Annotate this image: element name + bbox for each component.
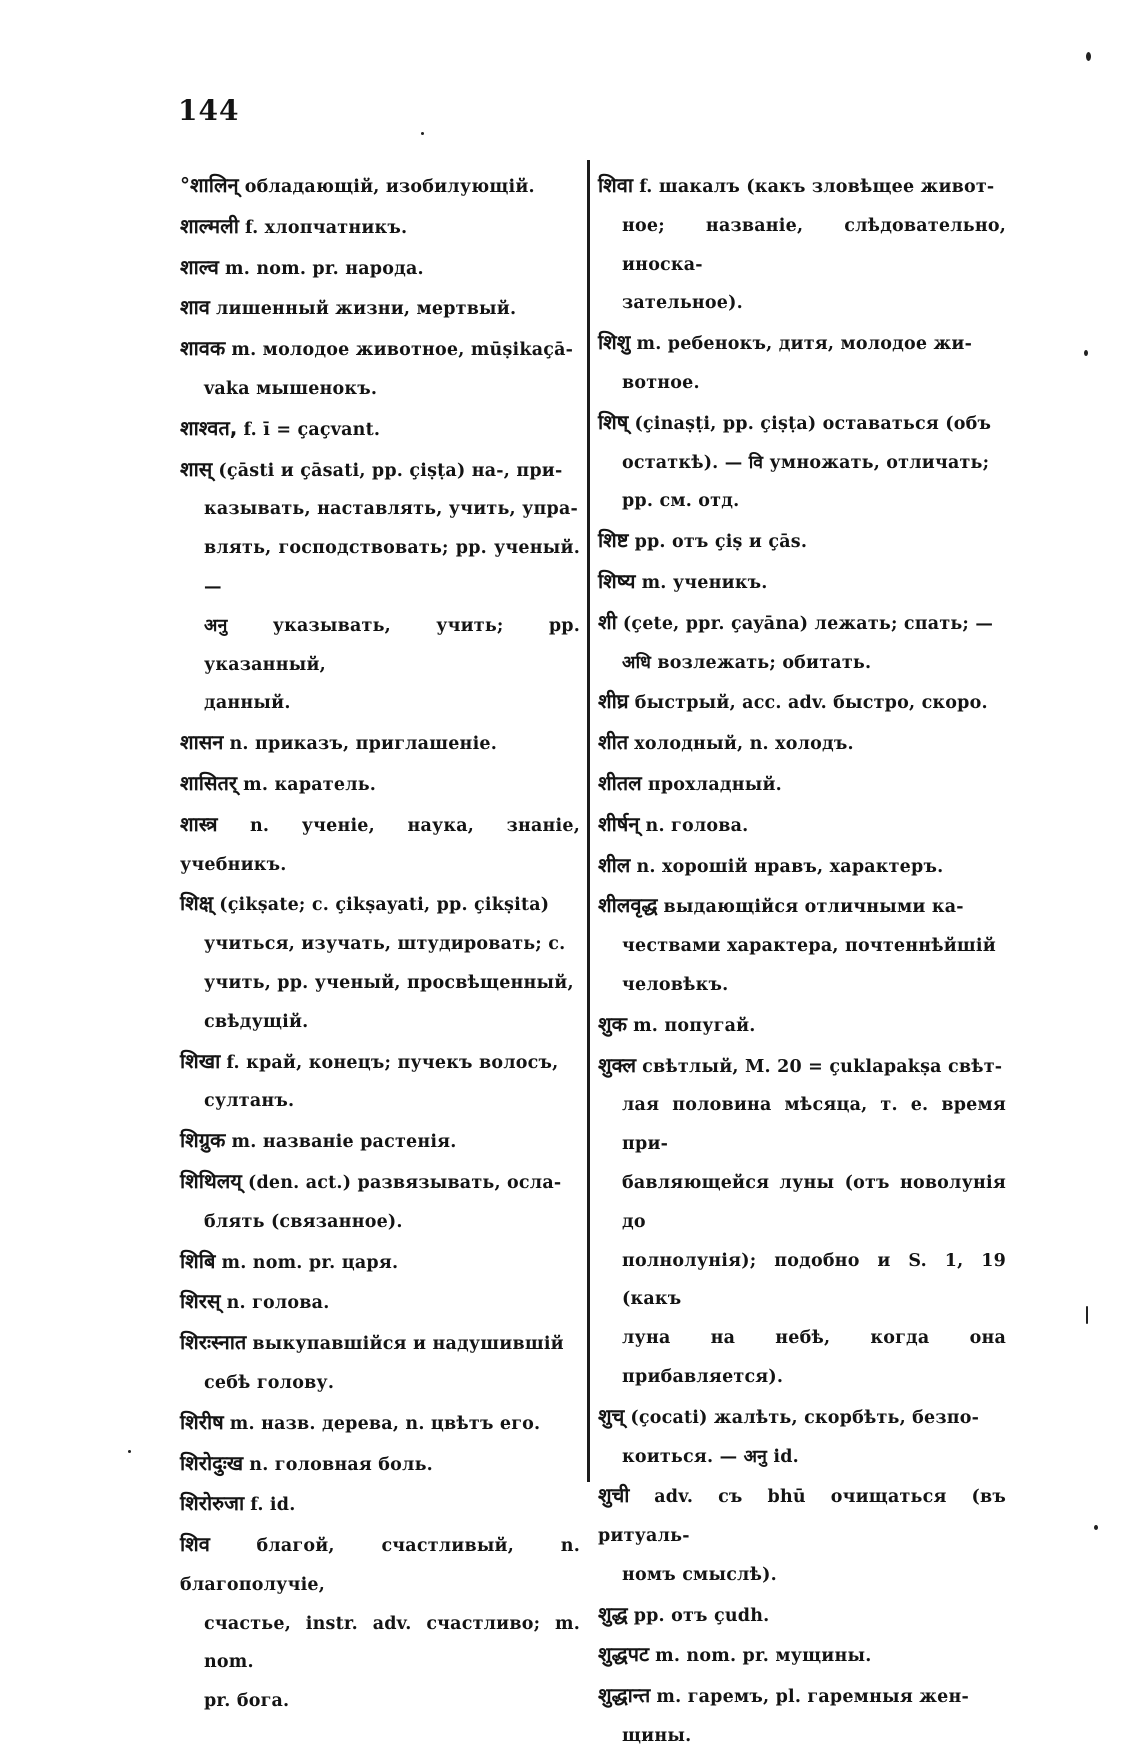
entry-headword: शिग्रुक	[180, 1128, 226, 1153]
entry-headword: शिवा	[598, 173, 634, 197]
scan-speck	[128, 1450, 131, 1453]
dictionary-entry	[598, 886, 1006, 1004]
entry-gloss-line: f. id.	[250, 1495, 296, 1516]
entry-gloss-line: pr. бога.	[204, 1691, 290, 1712]
entry-gloss-line: m. nom. pr. царя.	[221, 1252, 399, 1273]
entry-headword: शील	[598, 852, 631, 877]
dictionary-entry	[180, 805, 580, 885]
right-column	[598, 166, 1006, 1756]
dictionary-entry	[598, 682, 1006, 723]
entry-gloss-line: m. гаремъ, pl. гаремныя жен-	[656, 1687, 969, 1708]
entry-headword: शिथिलय्	[180, 1168, 242, 1193]
entry-gloss-line: m. nom. pr. народа.	[225, 258, 424, 279]
entry-gloss-line: m. попугай.	[633, 1015, 756, 1036]
entry-headword: शास्त्र	[180, 811, 218, 836]
entry-headword: शुद्धान्त	[598, 1683, 651, 1708]
entry-gloss-line: f. край, конецъ; пучекъ волосъ,	[226, 1052, 559, 1073]
entry-gloss-line: अधि возлежать; обитать.	[622, 652, 872, 673]
entry-gloss-line: выдающійся отличными ка-	[663, 897, 964, 918]
entry-gloss-line: m. каратель.	[243, 774, 377, 795]
entry-gloss-line: чествами характера, почтеннѣйшій	[622, 936, 996, 957]
dictionary-entry	[180, 409, 580, 450]
entry-gloss-line: f. хлопчатникъ.	[244, 217, 408, 238]
left-column	[180, 166, 580, 1721]
entry-gloss-line: учить, pp. ученый, просвѣщенный,	[204, 972, 574, 993]
entry-gloss-line: m. ребенокъ, дитя, молодое жи-	[636, 334, 973, 355]
entry-headword: शिक्ष्	[180, 891, 214, 916]
entry-gloss-line: f. шакалъ (какъ зловѣщее живот-	[639, 177, 995, 197]
entry-gloss-line: m. nom. pr. мущины.	[655, 1646, 872, 1667]
entry-headword: शीतल	[598, 770, 642, 795]
entry-gloss-line: казывать, наставлять, учить, упра-	[204, 499, 578, 520]
entry-gloss-line: коиться. — अनु id.	[622, 1446, 799, 1467]
entry-gloss-line: (den. act.) развязывать, осла-	[248, 1172, 562, 1193]
entry-gloss-line: m. названіе растенія.	[231, 1132, 457, 1153]
entry-gloss-line: бавляющейся луны (отъ новолунія до	[622, 1172, 1006, 1232]
entry-headword: शाश्वत,	[180, 415, 238, 440]
entry-headword: शाल्मली	[180, 213, 239, 238]
entry-headword: शुक	[598, 1011, 627, 1036]
entry-gloss-line: n. голова.	[226, 1293, 330, 1314]
dictionary-entry	[598, 1005, 1006, 1046]
entry-gloss-line: вотное.	[622, 372, 700, 393]
entry-gloss-line: m. молодое животное, mūṣikaçā-	[231, 340, 574, 361]
entry-headword: शिरीष	[180, 1409, 224, 1434]
entry-gloss-line: быстрый, acc. adv. быстро, скоро.	[634, 693, 988, 714]
scan-speck	[1084, 350, 1088, 356]
entry-gloss-line: султанъ.	[204, 1091, 295, 1112]
dictionary-entry	[180, 1525, 580, 1721]
entry-gloss-line: лишенный жизни, мертвый.	[216, 299, 517, 320]
entry-headword: शिरःस्नात	[180, 1330, 247, 1355]
entry-gloss-line: m. ученикъ.	[641, 572, 768, 593]
dictionary-entry	[180, 1484, 580, 1525]
entry-gloss-line: свѣдущій.	[204, 1011, 309, 1032]
entry-headword: शिष्य	[598, 568, 636, 593]
entry-headword: शिरोरुजा	[180, 1491, 245, 1516]
dictionary-entry	[180, 207, 580, 248]
dictionary-entry	[180, 1242, 580, 1283]
entry-headword: शावक	[180, 336, 226, 361]
entry-headword: शीघ्र	[598, 689, 629, 714]
dictionary-entry	[598, 805, 1006, 846]
entry-gloss-line: благой, счастливый, n. благополучіе,	[180, 1536, 581, 1595]
entry-gloss-line: pp. отъ çudh.	[633, 1605, 770, 1626]
dictionary-entry	[598, 603, 1006, 683]
dictionary-entry	[598, 723, 1006, 764]
entry-gloss-line: (çocati) жалѣть, скорбѣть, безпо-	[630, 1407, 980, 1428]
entry-headword: शिखा	[180, 1048, 221, 1073]
dictionary-entry	[180, 248, 580, 289]
entry-gloss-line: прохладный.	[647, 774, 782, 795]
entry-gloss-line: f. ī = çaçvant.	[243, 419, 381, 440]
scan-speck	[421, 132, 424, 135]
entry-headword: शी	[598, 609, 617, 634]
scan-speck	[1094, 1525, 1098, 1530]
dictionary-entry	[180, 166, 580, 207]
entry-gloss-line: выкупавшійся и надушившій	[252, 1334, 564, 1355]
entry-gloss-line: (çete, ppr. çayāna) лежать; спать; —	[622, 613, 994, 634]
entry-gloss-line: луна на небѣ, когда она прибавляется).	[622, 1328, 1006, 1387]
entry-gloss-line: n. приказъ, приглашеніе.	[229, 734, 498, 755]
entry-headword: शीत	[598, 730, 629, 755]
entry-gloss-line: учиться, изучать, штудировать; c.	[204, 934, 566, 955]
entry-headword: शाव	[180, 295, 210, 320]
entry-gloss-line: влять, господствовать; pp. ученый. —	[204, 538, 580, 597]
entry-gloss-line: счастье, instr. adv. счастливо; m. nom.	[204, 1613, 580, 1673]
entry-headword: शुद्धपट	[598, 1642, 650, 1667]
dictionary-entry	[598, 1476, 1006, 1594]
page-number: 144	[178, 94, 240, 127]
scan-speck	[1086, 1306, 1088, 1324]
entry-headword: शिशु	[598, 330, 631, 355]
entry-headword: शुची	[598, 1483, 630, 1508]
entry-headword: शीलवृद्ध	[598, 893, 658, 918]
entry-gloss-line: (çinaṣṭi, pp. çiṣṭa) оставаться (объ	[634, 413, 992, 434]
entry-gloss-line: лая половина мѣсяца, т. е. время при-	[622, 1095, 1006, 1155]
entry-gloss-line: vaka мышенокъ.	[204, 378, 378, 399]
entry-gloss-line: свѣтлый, M. 20 = çuklapakṣa свѣт-	[642, 1056, 1003, 1077]
dictionary-entry	[598, 562, 1006, 603]
entry-headword: शिव	[180, 1532, 210, 1557]
entry-gloss-line: номъ смыслѣ).	[622, 1564, 777, 1585]
scan-speck	[1086, 52, 1091, 61]
dictionary-entry	[180, 288, 580, 329]
dictionary-entry	[598, 1046, 1006, 1397]
dictionary-entry	[598, 1397, 1006, 1477]
entry-gloss-line: остаткѣ). — वि умножать, отличать;	[622, 452, 990, 473]
dictionary-entry	[180, 1323, 580, 1403]
entry-gloss-line: pp. отъ çiṣ и çās.	[634, 532, 808, 553]
dictionary-entry	[180, 884, 580, 1041]
entry-gloss-line: n. ученіе, наука, знаніе, учебникъ.	[180, 815, 581, 875]
entry-headword: शिबि	[180, 1248, 216, 1273]
entry-headword: शिष्	[598, 409, 629, 434]
entry-gloss-line: человѣкъ.	[622, 974, 729, 995]
entry-gloss-line: m. назв. дерева, n. цвѣтъ его.	[229, 1413, 541, 1434]
entry-gloss-line: зательное).	[622, 293, 743, 314]
entry-gloss-line: полнолунія); подобно и S. 1, 19 (какъ	[622, 1250, 1006, 1310]
dictionary-entry	[598, 764, 1006, 805]
entry-headword: शुक्ल	[598, 1052, 637, 1077]
entry-gloss-line: холодный, n. холодъ.	[634, 734, 854, 755]
entry-headword: शासितर्	[180, 770, 238, 795]
dictionary-entry	[598, 521, 1006, 562]
column-divider	[587, 160, 590, 1482]
entry-gloss-line: (çikṣate; c. çikṣayati, pp. çikṣita)	[219, 895, 550, 916]
dictionary-entry	[598, 403, 1006, 521]
dictionary-entry	[180, 1282, 580, 1323]
dictionary-entry	[598, 323, 1006, 403]
entry-headword: °शालिन्	[180, 173, 239, 197]
entry-gloss-line: adv. съ bhū очищаться (въ ритуаль-	[598, 1487, 1007, 1547]
entry-gloss-line: n. хорошій нравъ, характеръ.	[636, 856, 944, 877]
entry-headword: शाल्व	[180, 254, 219, 279]
entry-gloss-line: n. головная боль.	[249, 1454, 433, 1475]
entry-gloss-line: n. голова.	[645, 815, 749, 836]
entry-headword: शुद्ध	[598, 1601, 628, 1626]
dictionary-entry	[180, 764, 580, 805]
dictionary-entry	[180, 1042, 580, 1122]
entry-gloss-line: अनु указывать, учить; pp. указанный,	[204, 615, 580, 675]
dictionary-entry	[598, 1635, 1006, 1676]
entry-headword: शास्	[180, 456, 213, 481]
dictionary-entry	[598, 1676, 1006, 1756]
entry-headword: शिरोदुःख	[180, 1450, 244, 1475]
dictionary-entry	[598, 846, 1006, 887]
entry-headword: शुच्	[598, 1403, 625, 1428]
dictionary-entry	[598, 166, 1006, 323]
dictionary-entry	[180, 1162, 580, 1242]
entry-gloss-line: щины.	[622, 1726, 692, 1747]
entry-gloss-line: обладающій, изобилующій.	[244, 177, 535, 197]
entry-headword: शिष्ट	[598, 528, 629, 553]
dictionary-entry	[180, 329, 580, 409]
entry-headword: शीर्षन्	[598, 811, 640, 836]
entry-headword: शिरस्	[180, 1289, 221, 1314]
entry-gloss-line: (çāsti и çāsati, pp. çiṣṭa) на-, при-	[218, 460, 563, 481]
dictionary-entry	[180, 1403, 580, 1444]
entry-gloss-line: блять (связанное).	[204, 1211, 403, 1232]
dictionary-entry	[180, 450, 580, 724]
entry-gloss-line: ное; названіе, слѣдовательно, иноска-	[622, 215, 1006, 275]
entry-gloss-line: pp. см. отд.	[622, 491, 740, 512]
dictionary-entry	[180, 723, 580, 764]
entry-gloss-line: данный.	[204, 693, 291, 714]
entry-gloss-line: себѣ голову.	[204, 1372, 335, 1393]
dictionary-entry	[180, 1121, 580, 1162]
dictionary-entry	[180, 1444, 580, 1485]
entry-headword: शासन	[180, 730, 224, 755]
dictionary-entry	[598, 1595, 1006, 1636]
